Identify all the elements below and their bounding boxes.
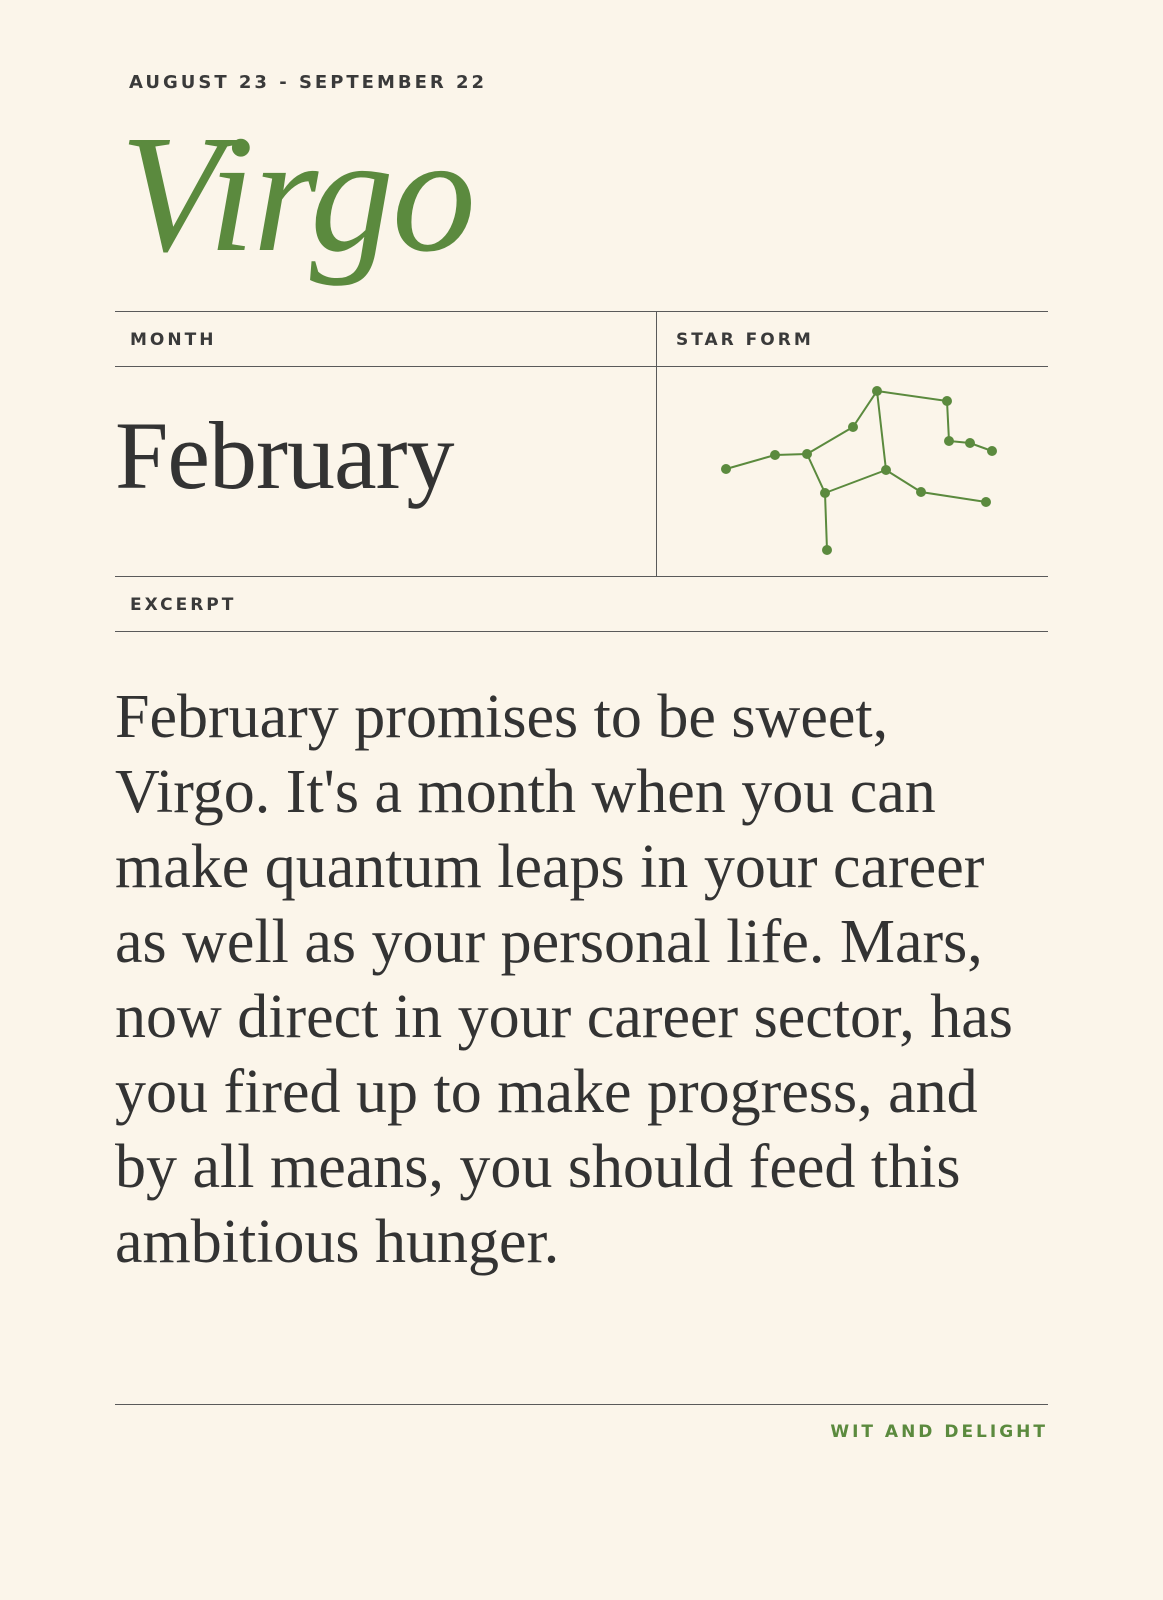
date-range: AUGUST 23 - SEPTEMBER 22	[129, 72, 488, 93]
brand-name: WIT AND DELIGHT	[830, 1422, 1048, 1442]
excerpt-label: EXCERPT	[130, 595, 237, 615]
month-label: MONTH	[130, 330, 217, 350]
sign-title: Virgo	[120, 101, 474, 287]
divider-top	[115, 311, 1048, 312]
divider-footer	[115, 1404, 1048, 1405]
month-value: February	[115, 402, 454, 509]
virgo-constellation-icon	[700, 370, 1000, 560]
divider-excerpt-top	[115, 576, 1048, 577]
divider-excerpt-bottom	[115, 631, 1048, 632]
divider-vertical	[656, 311, 657, 576]
star-form-label: STAR FORM	[676, 330, 814, 350]
divider-header	[115, 366, 1048, 367]
excerpt-text: February promises to be sweet, Virgo. It's a month when you can make quantum leaps in your career as well as your personal life. Mars, now direct in your career sector, has you fired up to make progress, and by all means, you should feed this ambitious hunger.	[115, 683, 1013, 1276]
